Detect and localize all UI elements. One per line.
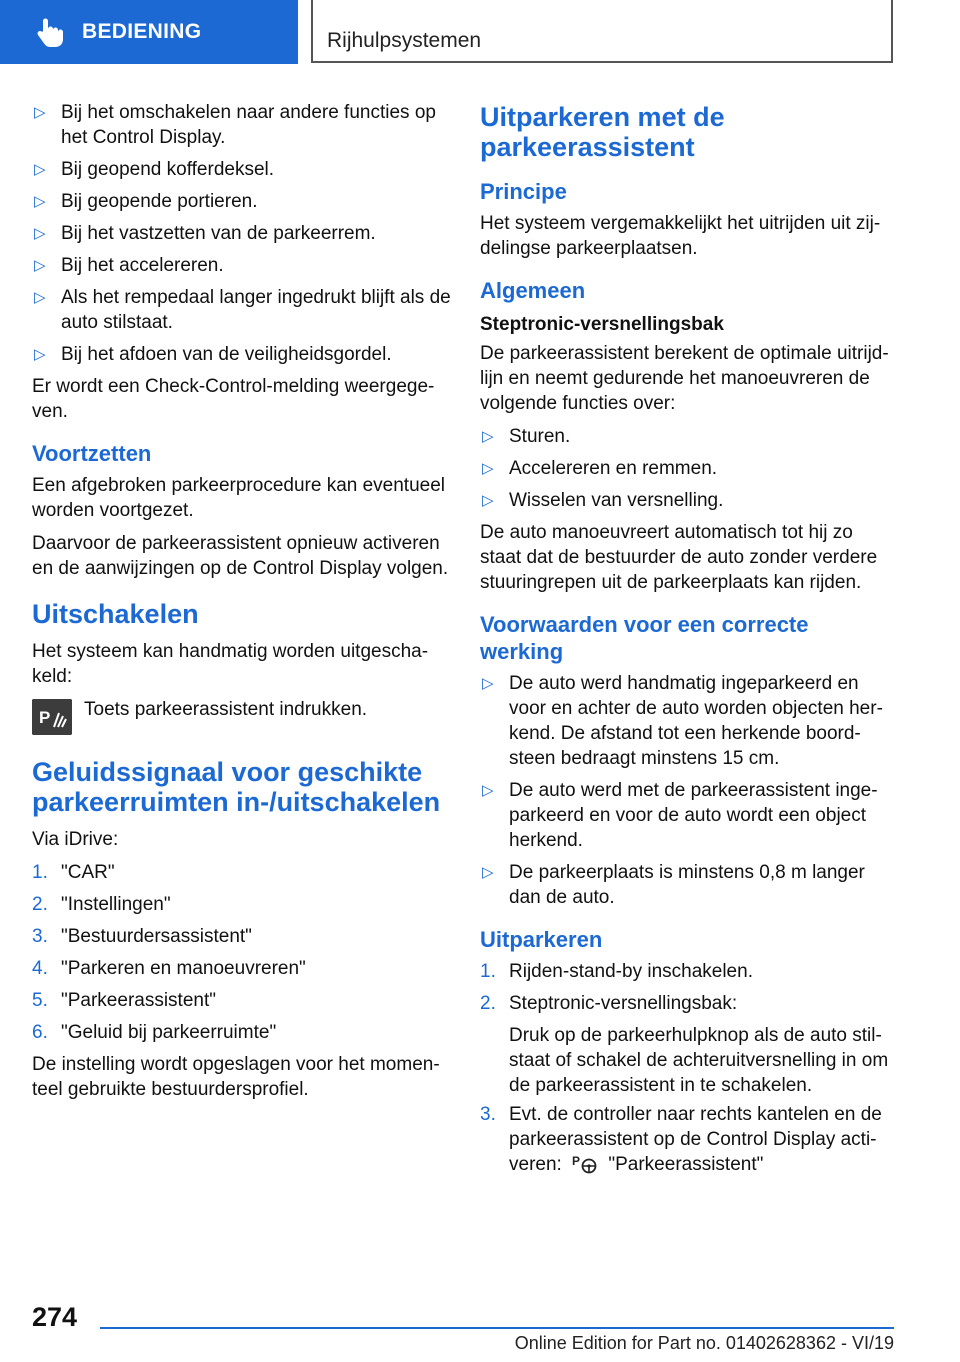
list-item: ▷ Bij geopende portieren. xyxy=(34,191,258,212)
list-item: ▷ Wisselen van versnelling. xyxy=(482,490,724,511)
bullet-triangle-icon: ▷ xyxy=(34,104,46,121)
section-tab xyxy=(0,0,298,64)
chapter-header xyxy=(311,0,893,63)
heading-uitparkeren-parkeerassistent: Uitparkeren met de parkeerassistent xyxy=(480,102,725,162)
bullet-triangle-icon: ▷ xyxy=(482,675,494,692)
list-item: ▷ Bij het accelereren. xyxy=(34,255,224,276)
check-control-text: Er wordt een Check-Control-melding weergege‐ven. xyxy=(32,376,435,422)
paragraph: Daarvoor de parkeerassistent opnieuw activeren en de aanwijzingen op de Control Display volgen. xyxy=(32,533,449,579)
list-item: 3. "Bestuurdersassistent" xyxy=(32,926,252,947)
bullet-triangle-icon: ▷ xyxy=(482,864,494,881)
button-instruction-text: Toets parkeerassistent indrukken. xyxy=(84,699,368,720)
paragraph: Een afgebroken parkeerprocedure kan eventueel worden voortgezet. xyxy=(32,475,446,521)
svg-text:P: P xyxy=(572,1154,581,1168)
list-item: 6. "Geluid bij parkeerruimte" xyxy=(32,1022,277,1043)
bullet-triangle-icon: ▷ xyxy=(482,460,494,477)
list-item: ▷ Bij het vastzetten van de parkeerrem. xyxy=(34,223,376,244)
list-item: 4. "Parkeren en manoeuvreren" xyxy=(32,958,306,979)
bullet-triangle-icon: ▷ xyxy=(34,289,46,306)
list-item: ▷ Bij het afdoen van de veiligheidsgordel. xyxy=(34,344,392,365)
right-column xyxy=(480,100,896,1184)
bullet-triangle-icon: ▷ xyxy=(34,346,46,363)
heading-uitparkeren: Uitparkeren xyxy=(480,927,603,952)
list-item: ▷ Bij het omschakelen naar andere functies op het Control Display. xyxy=(34,102,436,148)
bullet-triangle-icon: ▷ xyxy=(34,257,46,274)
list-item: ▷ De auto werd met de parkeerassistent inge‐parkeerd en voor de auto wordt een object herkend. xyxy=(482,780,878,851)
hand-touch-icon xyxy=(32,15,66,49)
list-item: 5. "Parkeerassistent" xyxy=(32,990,216,1011)
heading-uitschakelen: Uitschakelen xyxy=(32,599,199,629)
list-item: ▷ Als het rempedaal langer ingedrukt blijft als de auto stilstaat. xyxy=(34,287,451,333)
list-item: ▷ Accelereren en remmen. xyxy=(482,458,718,479)
heading-geluidssignaal: Geluidssignaal voor geschikte parkeerruimten in-/uitschakelen xyxy=(32,757,441,817)
heading-voorwaarden: Voorwaarden voor een correcte werking xyxy=(480,612,809,664)
button-instruction xyxy=(32,697,452,739)
list-item: ▷ Bij geopend kofferdeksel. xyxy=(34,159,275,180)
paragraph: De instelling wordt opgeslagen voor het momen‐teel gebruikte bestuurdersprofiel. xyxy=(32,1054,440,1100)
paragraph: De auto manoeuvreert automatisch tot hij zo staat dat de bestuurder de auto zonder verdere stuuringrepen uit de parkeerplaats kan rijden. xyxy=(480,522,878,593)
park-assist-button-icon xyxy=(32,699,72,735)
list-item: 1. "CAR" xyxy=(32,862,115,883)
step-detail: Druk op de parkeerhulpknop als de auto stil‐staat of schakel de achteruitversnelling in om de parkeerassistent in te schakelen. xyxy=(509,1025,889,1096)
bullet-triangle-icon: ▷ xyxy=(482,428,494,445)
bullet-triangle-icon: ▷ xyxy=(482,782,494,799)
list-item: ▷ De auto werd handmatig ingeparkeerd en voor en achter de auto worden objecten her‐kend. De afstand tot een herkende boord‐steen bedraagt minstens 15 cm. xyxy=(482,673,883,769)
page-number: 274 xyxy=(32,1302,78,1332)
bullet-triangle-icon: ▷ xyxy=(34,161,46,178)
list-item: 2. "Instellingen" xyxy=(32,894,171,915)
chapter-title: Rijhulpsystemen xyxy=(327,29,482,52)
heading-principe: Principe xyxy=(480,179,567,204)
section-title: BEDIENING xyxy=(82,20,202,43)
bullet-triangle-icon: ▷ xyxy=(34,193,46,210)
list-item: ▷ Sturen. xyxy=(482,426,571,447)
heading-algemeen: Algemeen xyxy=(480,278,586,303)
subheading-steptronic: Steptronic-versnellingsbak xyxy=(480,314,724,335)
paragraph: Via iDrive: xyxy=(32,829,119,850)
footer-rule xyxy=(100,1327,894,1329)
paragraph: De parkeerassistent berekent de optimale uitrijd‐lijn en neemt gedurende het manoeuvreren de volgende functies over: xyxy=(480,343,889,414)
edition-note: Online Edition for Part no. 01402628362 - VI/19 xyxy=(514,1333,894,1353)
list-item: 2. Steptronic-versnellingsbak: xyxy=(480,993,738,1014)
park-assist-steering-icon xyxy=(571,1152,599,1174)
bullet-triangle-icon: ▷ xyxy=(482,492,494,509)
paragraph: Het systeem kan handmatig worden uitgescha‐keld: xyxy=(32,641,429,687)
list-item: 1. Rijden-stand-by inschakelen. xyxy=(480,961,753,982)
heading-voortzetten: Voortzetten xyxy=(32,441,152,466)
svg-text:P: P xyxy=(39,708,51,727)
list-item: 3. Evt. de controller naar rechts kantelen en de parkeerassistent op de Control Display acti‐veren: P "Parkeerassistent" xyxy=(480,1104,882,1175)
left-column xyxy=(32,100,452,1110)
bullet-triangle-icon: ▷ xyxy=(34,225,46,242)
list-item: ▷ De parkeerplaats is minstens 0,8 m langer dan de auto. xyxy=(482,862,865,908)
paragraph: Het systeem vergemakkelijkt het uitrijden uit zij‐delingse parkeerplaatsen. xyxy=(480,213,881,259)
